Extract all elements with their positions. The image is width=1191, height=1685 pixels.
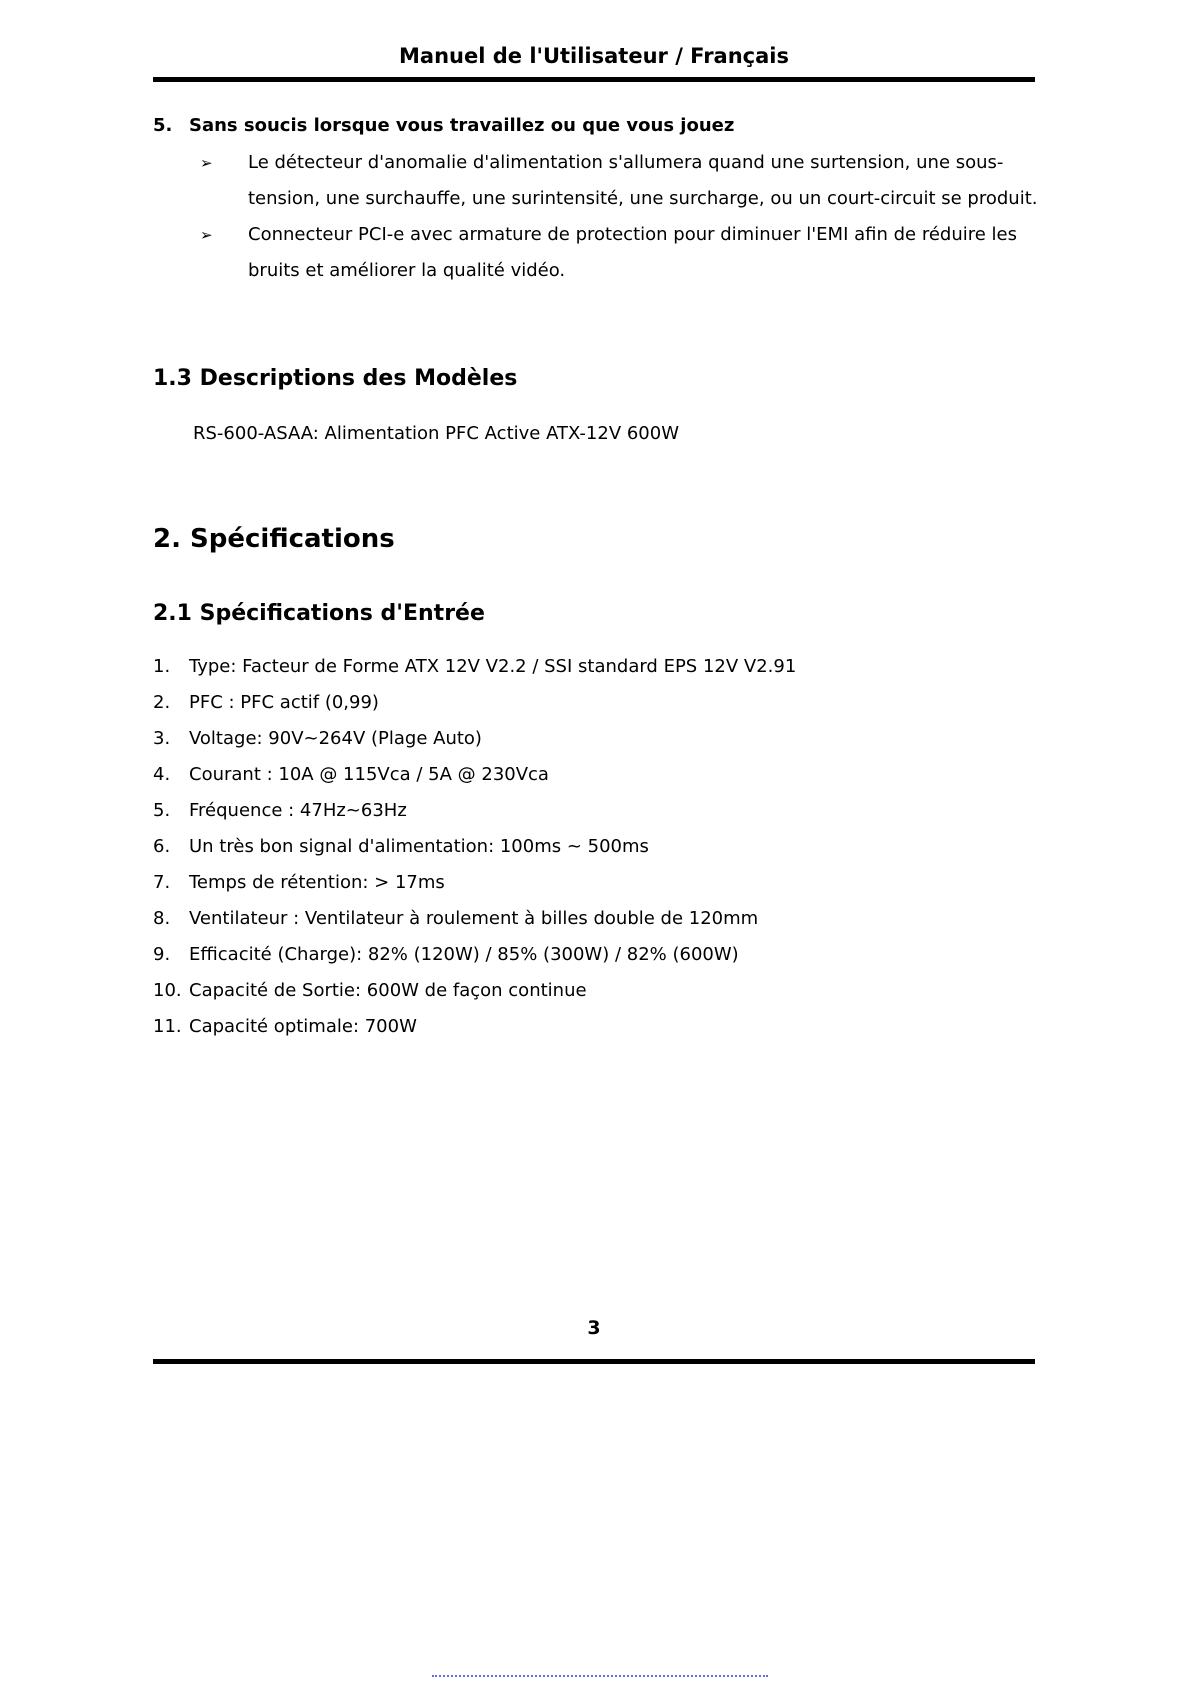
arrow-bullet-icon: ➢: [200, 226, 213, 244]
list-item-text: Capacité de Sortie: 600W de façon continue: [189, 980, 587, 1001]
model-description: RS-600-ASAA: Alimentation PFC Active ATX-12V 600W: [193, 423, 680, 444]
models-heading: 1.3 Descriptions des Modèles: [153, 366, 518, 391]
footer-rule: [153, 1359, 1035, 1364]
page-number: 3: [587, 1317, 601, 1339]
list-item-number: 3.: [153, 728, 171, 749]
list-item-number: 4.: [153, 764, 171, 785]
list-item-text: Type: Facteur de Forme ATX 12V V2.2 / SSI standard EPS 12V V2.91: [189, 656, 797, 677]
list-item: [153, 685, 796, 721]
list-item: [153, 757, 796, 793]
list-item-text: Un très bon signal d'alimentation: 100ms ~ 500ms: [189, 836, 649, 857]
list-item-number: 6.: [153, 836, 171, 857]
list-item: [153, 649, 796, 685]
input-spec-list: [153, 649, 796, 1045]
list-item-number: 8.: [153, 908, 171, 929]
list-item-text: Fréquence : 47Hz~63Hz: [189, 800, 407, 821]
list-item-text: Ventilateur : Ventilateur à roulement à billes double de 120mm: [189, 908, 759, 929]
list-item-number: 9.: [153, 944, 171, 965]
list-item-number: 7.: [153, 872, 171, 893]
list-item-text: Efficacité (Charge): 82% (120W) / 85% (300W) / 82% (600W): [189, 944, 739, 965]
bullet-item: [200, 217, 1060, 289]
list-item-text: PFC : PFC actif (0,99): [189, 692, 379, 713]
list-item: [153, 865, 796, 901]
arrow-bullet-icon: ➢: [200, 154, 213, 172]
list-item-text: Temps de rétention: > 17ms: [189, 872, 445, 893]
list-item: [153, 973, 796, 1009]
bullet-text: Le détecteur d'anomalie d'alimentation s'allumera quand une surtension, une sous-tension, une surchauffe, une surintensité, une surcharge, ou un court-circuit se produit.: [248, 152, 1038, 209]
specifications-heading: 2. Spécifications: [153, 524, 395, 554]
list-item-number: 1.: [153, 656, 171, 677]
list-item: [153, 937, 796, 973]
list-item-text: Capacité optimale: 700W: [189, 1016, 417, 1037]
list-item: [153, 1009, 796, 1045]
page-header-title: Manuel de l'Utilisateur / Français: [399, 44, 789, 68]
list-item: [153, 829, 796, 865]
section-5-title-text: Sans soucis lorsque vous travaillez ou que vous jouez: [189, 115, 735, 136]
input-specifications-heading: 2.1 Spécifications d'Entrée: [153, 601, 485, 626]
list-item: [153, 721, 796, 757]
list-item: [153, 901, 796, 937]
section-5-number: 5.: [153, 115, 173, 136]
bottom-dotted-line: [432, 1675, 768, 1677]
list-item-text: Courant : 10A @ 115Vca / 5A @ 230Vca: [189, 764, 549, 785]
list-item-number: 10.: [153, 980, 182, 1001]
section-5-title: [153, 115, 734, 136]
list-item-number: 5.: [153, 800, 171, 821]
list-item-text: Voltage: 90V~264V (Plage Auto): [189, 728, 482, 749]
list-item-number: 2.: [153, 692, 171, 713]
bullet-item: [200, 145, 1060, 217]
bullet-text: Connecteur PCI-e avec armature de protection pour diminuer l'EMI afin de réduire les bruits et améliorer la qualité vidéo.: [248, 224, 1017, 281]
list-item-number: 11.: [153, 1016, 182, 1037]
list-item: [153, 793, 796, 829]
header-rule: [153, 77, 1035, 82]
